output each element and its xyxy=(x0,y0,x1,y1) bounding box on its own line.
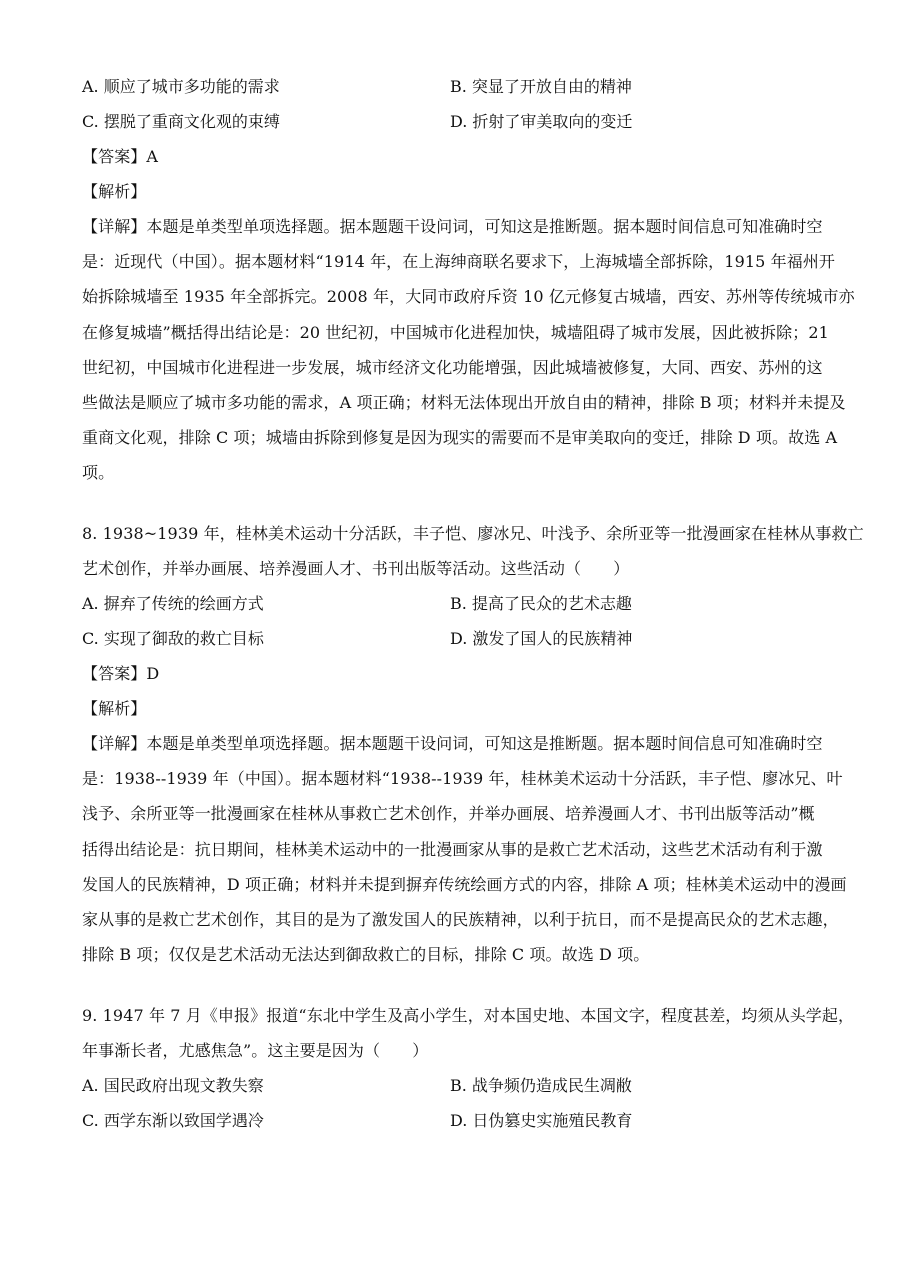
q7-detail-line: 世纪初，中国城市化进程进一步发展，城市经济文化功能增强，因此城墙被修复，大同、西安、苏州的这 xyxy=(82,357,823,377)
q9-stem-line: 年事渐长者，尤感焦急”。这主要是因为（ ） xyxy=(82,1041,429,1061)
q9-option-d: D. 日伪篡史实施殖民教育 xyxy=(450,1111,633,1130)
q7-detail-line: 是：近现代（中国）。据本题材料“1914 年，在上海绅商联名要求下，上海城墙全部拆除，1915 年福州开 xyxy=(82,252,835,272)
q8-option-b: B. 提高了民众的艺术志趣 xyxy=(450,594,632,613)
q7-answer: 【答案】A xyxy=(82,147,159,166)
q8-option-c: C. 实现了御敌的救亡目标 xyxy=(82,629,264,648)
q7-detail-line: 始拆除城墙至 1935 年全部拆完。2008 年，大同市政府斥资 10 亿元修复古城墙，西安、苏州等传统城市亦 xyxy=(82,287,855,307)
q9-option-row-cd xyxy=(82,1107,822,1135)
q8-option-a: A. 摒弃了传统的绘画方式 xyxy=(82,594,264,613)
q8-detail xyxy=(82,730,847,976)
q8-option-row-ab xyxy=(82,590,822,618)
q7-option-b: B. 突显了开放自由的精神 xyxy=(450,77,632,96)
q9-stem-line: 9. 1947 年 7 月《申报》报道“东北中学生及高小学生，对本国史地、本国文字，程度甚差，均须从头学起， xyxy=(82,1006,855,1025)
q8-detail-line: 家从事的是救亡艺术创作，其目的是为了激发国人的民族精神，以利于抗日，而不是提高民众的艺术志趣， xyxy=(82,909,839,929)
q8-detail-line: 是：1938--1939 年（中国）。据本题材料“1938--1939 年，桂林美术运动十分活跃，丰子恺、廖冰兄、叶 xyxy=(82,769,843,789)
q9-option-a: A. 国民政府出现文教失察 xyxy=(82,1076,264,1095)
q7-detail-line: 项。 xyxy=(82,463,115,483)
q8-stem-line: 8. 1938~1939 年，桂林美术运动十分活跃，丰子恺、廖冰兄、叶浅予、余所亚等一批漫画家在桂林从事救亡 xyxy=(82,524,864,543)
q7-option-d: D. 折射了审美取向的变迁 xyxy=(450,112,633,131)
q8-option-d: D. 激发了国人的民族精神 xyxy=(450,629,633,648)
q8-option-row-cd xyxy=(82,625,822,653)
q8-detail-line: 发国人的民族精神，D 项正确；材料并未提到摒弃传统绘画方式的内容，排除 A 项；桂林美术运动中的漫画 xyxy=(82,874,847,894)
q7-option-row-cd xyxy=(82,108,822,136)
q7-detail-line: 【详解】本题是单类型单项选择题。据本题题干设问词，可知这是推断题。据本题时间信息可知准确时空 xyxy=(82,217,823,236)
q8-detail-line: 括得出结论是：抗日期间，桂林美术运动中的一批漫画家从事的是救亡艺术活动，这些艺术活动有利于激 xyxy=(82,839,823,859)
q8-stem xyxy=(82,520,864,590)
q7-option-c: C. 摆脱了重商文化观的束缚 xyxy=(82,112,280,131)
q7-option-row-ab xyxy=(82,73,822,101)
q9-stem xyxy=(82,1002,855,1072)
q8-stem-line: 艺术创作，并举办画展、培养漫画人才、书刊出版等活动。这些活动（ ） xyxy=(82,559,630,579)
q7-analysis-label: 【解析】 xyxy=(82,182,147,201)
q8-detail-line: 排除 B 项；仅仅是艺术活动无法达到御敌救亡的目标，排除 C 项。故选 D 项。 xyxy=(82,945,650,965)
q9-option-c: C. 西学东渐以致国学遇冷 xyxy=(82,1111,264,1130)
q7-detail xyxy=(82,213,855,495)
q9-option-row-ab xyxy=(82,1072,822,1100)
q7-option-a: A. 顺应了城市多功能的需求 xyxy=(82,77,280,96)
q7-detail-line: 在修复城墙”概括得出结论是：20 世纪初，中国城市化进程加快，城墙阻碍了城市发展，因此被拆除；21 xyxy=(82,322,829,342)
q8-detail-line: 浅予、余所亚等一批漫画家在桂林从事救亡艺术创作，并举办画展、培养漫画人才、书刊出版等活动”概 xyxy=(82,804,815,824)
q7-detail-line: 重商文化观，排除 C 项；城墙由拆除到修复是因为现实的需要而不是审美取向的变迁，排除 D 项。故选 A xyxy=(82,428,838,448)
q8-detail-line: 【详解】本题是单类型单项选择题。据本题题干设问词，可知这是推断题。据本题时间信息可知准确时空 xyxy=(82,734,823,753)
q9-option-b: B. 战争频仍造成民生凋敝 xyxy=(450,1076,632,1095)
q7-detail-line: 些做法是顺应了城市多功能的需求，A 项正确；材料无法体现出开放自由的精神，排除 B 项；材料并未提及 xyxy=(82,392,846,412)
q8-analysis-label: 【解析】 xyxy=(82,699,147,718)
q8-answer: 【答案】D xyxy=(82,664,160,683)
